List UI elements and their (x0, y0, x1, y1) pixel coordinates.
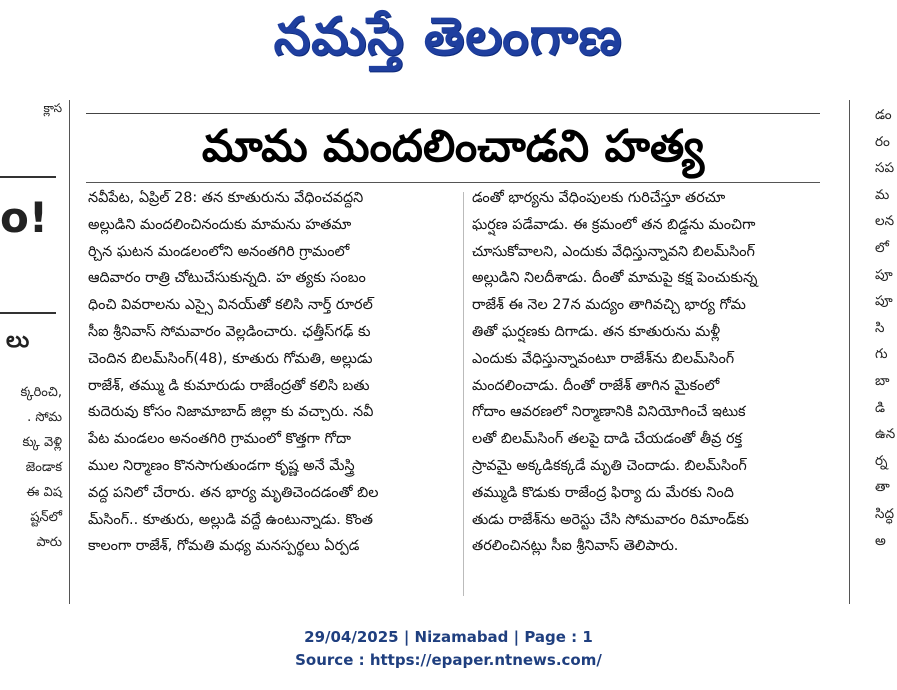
masthead (0, 0, 897, 76)
article-line: చెందిన బిలమ్‌సింగ్(48), కూతురు గోమతి, అల్లుడు (88, 350, 373, 367)
article-line: తరలించినట్లు సీఐ శ్రీనివాస్ తెలిపారు. (472, 538, 679, 555)
article-line: ఘర్షణ పడేవాడు. ఈ క్రమంలో తన బిడ్డను మంచిగా (472, 216, 756, 233)
text-line: లో (875, 239, 889, 256)
left-column-subhead-fragment: లు (6, 328, 30, 353)
text-line: అ (875, 532, 886, 549)
divider (0, 176, 56, 178)
text-line: పారు (36, 535, 62, 550)
text-line: పూ (875, 293, 893, 310)
right-column-text (875, 102, 895, 554)
article-line: స్రావమై అక్కడికక్కడే మృతి చెందాడు. బిలమ్‌సింగ్ (472, 457, 747, 474)
headline-bottom-rule (86, 182, 820, 183)
left-column-text (21, 380, 62, 555)
article-line: కుదెరువు కోసం నిజామాబాద్ జిల్లా కు వచ్చారు. నవీ (88, 404, 374, 421)
text-line: ఉన (875, 426, 896, 443)
page-footer (0, 626, 897, 672)
left-column-headline-fragment: o! (0, 193, 49, 242)
article-line: అల్లుడిని నిలదీశాడు. దీంతో మామపై కక్ష పెంచుకున్న (472, 270, 758, 287)
article-headline: మామ మందలించాడని హత్య (201, 121, 705, 172)
article-line: నవీపేట, ఏప్రిల్ 28: తన కూతురును వేధించవద్దని (88, 190, 364, 206)
article-line: అల్లుడిని మందలించినందుకు మామను హతమా (88, 216, 352, 233)
article-line: రాజేశ్, తమ్ము డి కుమారుడు రాజేంద్రతో కలిసి బతు (88, 377, 370, 394)
text-line: రం (875, 133, 890, 150)
article-line: కాలంగా రాజేశ్, గోమతి మధ్య మనస్పర్థలు ఏర్పడ (88, 538, 360, 555)
article-column-2 (472, 185, 818, 560)
article-line: మందలించాడు. దీంతో రాజేశ్ తాగిన మైకంలో (472, 377, 720, 394)
column-separator (463, 192, 464, 596)
article-line: తుడు రాజేశ్‌ను అరెస్టు చేసి సోమవారం రిమాండ్‌కు (472, 511, 749, 528)
headline-top-rule (86, 113, 820, 114)
article-line: ర్చిన ఘటన మండలంలోని అనంతగిరి గ్రామంలో (88, 243, 350, 260)
article-line: తితో ఘర్షణకు దిగాడు. తన కూతురును మళ్లీ (472, 323, 721, 340)
column-divider (69, 100, 70, 604)
right-adjacent-column (851, 84, 897, 604)
article-line: ముల నిర్మాణం కొనసాగుతుండగా కృష్ణ అనే మేస్త్రి (88, 457, 355, 474)
text-line: డం (875, 107, 892, 123)
text-line: ఈ విష (26, 485, 62, 500)
left-adjacent-column (0, 84, 68, 604)
article-line: రాజేశ్ ఈ నెల 27న మద్యం తాగివచ్చి భార్య గోమ (472, 297, 746, 314)
article-line: ఎందుకు వేధిస్తున్నావంటూ రాజేశ్‌ను బిలమ్‌సింగ్ (472, 350, 735, 367)
edition-info: 29/04/2025 | Nizamabad | Page : 1 (304, 628, 593, 646)
text-line: మ (875, 186, 890, 203)
text-line: క్కు వెళ్లి (22, 435, 62, 450)
text-line: గు (875, 346, 888, 363)
article-line: చూసుకోవాలని, ఎందుకు వేధిస్తున్నావని బిలమ్‌సింగ్ (472, 243, 755, 260)
article-line: వద్ద పనిలో చేరారు. తన భార్య మృతిచెందడంతో బిల (88, 484, 379, 501)
text-line: జెండాక (25, 460, 62, 475)
source-link[interactable]: Source : https://epaper.ntnews.com/ (295, 651, 602, 669)
article-column-1 (88, 185, 462, 560)
epaper-page (0, 84, 897, 614)
text-line: తా (875, 479, 890, 496)
text-line: ష్టన్‌లో (30, 510, 62, 525)
news-article (86, 84, 830, 604)
article-line: తమ్ముడి కొడుకు రాజేంద్ర ఫిర్యా దు మేరకు నింది (472, 484, 734, 501)
article-line: ఆదివారం రాత్రి చోటుచేసుకున్నది. హ త్యకు సంబం (88, 270, 366, 287)
article-line: సీఐ శ్రీనివాస్ సోమవారం వెల్లడించారు. ఛత్తీస్‌గఢ్ కు (88, 323, 371, 340)
newspaper-logo: నమస్తే తెలంగాణ (273, 7, 623, 67)
text-line: లన (875, 213, 895, 230)
text-line: బా (875, 372, 890, 389)
text-line: క్కరించి, (20, 385, 62, 400)
text-line: సి (875, 319, 885, 336)
article-line: పేట మండలం అనంతగిరి గ్రామంలో కొత్తగా గోదా (88, 431, 351, 448)
text-line: సిద్ధ (875, 505, 895, 522)
article-line: గోదాం ఆవరణలో నిర్మాణానికి వినియోగించే ఇటుక (472, 404, 746, 421)
text-line: సప (875, 160, 895, 177)
article-line: మ్‌సింగ్.. కూతురు, అల్లుడి వద్దే ఉంటున్నాడు. కొంత (88, 511, 374, 528)
text-line: ర్న (875, 452, 888, 469)
article-line: డంతో భార్యను వేధింపులకు గురిచేస్తూ తరచూ (472, 190, 726, 206)
text-line: . సోమ (27, 410, 62, 425)
article-line: లతో బిలమ్‌సింగ్ తలపై దాడి చేయడంతో తీవ్ర రక్త (472, 431, 743, 448)
article-line: ధించి వివరాలను ఎస్సై వినయ్‌తో కలిసి నార్త్ రూరల్ (88, 297, 373, 314)
text-line: పూ (875, 266, 893, 283)
divider (0, 312, 56, 314)
left-column-fragment: క్లాస (43, 101, 62, 115)
column-divider (849, 100, 850, 604)
text-line: డి (875, 399, 885, 416)
